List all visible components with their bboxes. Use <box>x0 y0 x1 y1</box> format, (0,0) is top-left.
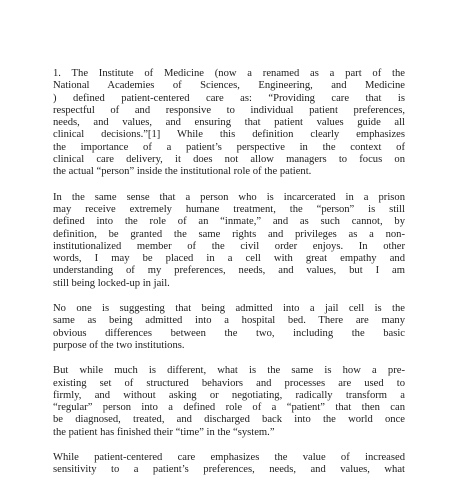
text-line: ) defined patient-centered care as: “Providing care that is <box>53 92 405 104</box>
text-line: existing set of structured behaviors and processes are used to <box>53 377 405 389</box>
text-line: respectful of and responsive to individual patient preferences, <box>53 104 405 116</box>
text-line: the actual “person” inside the institutional role of the patient. <box>53 166 312 178</box>
text-line: the patient has finished their “time” in the “system.” <box>53 426 275 438</box>
paragraph-1 <box>53 68 405 179</box>
text-line: still being locked-up in jail. <box>53 277 170 289</box>
text-line: purpose of the two institutions. <box>53 339 185 351</box>
paragraph-4 <box>53 365 405 439</box>
text-line: needs, and values, and ensuring that patient values guide all <box>53 117 405 129</box>
text-line: be diagnosed, treated, and discharged back into the world once <box>53 414 405 426</box>
text-line: may receive extremely humane treatment, the “person” is still <box>53 203 405 215</box>
text-line: same as being admitted into a hospital bed. There are many <box>53 315 405 327</box>
text-line: clinical care delivery, it does not allow managers to focus on <box>53 154 405 166</box>
text-line: words, I may be placed in a cell with great empathy and <box>53 253 405 265</box>
text-line: defined into the role of an “inmate,” and as such cannot, by <box>53 216 405 228</box>
text-line: “regular” person into a defined role of a “patient” that then can <box>53 402 405 414</box>
text-line: firmly, and without asking or negotiating, radically transform a <box>53 389 405 401</box>
paragraph-3 <box>53 303 405 352</box>
document-page <box>53 68 405 490</box>
text-line: In the same sense that a person who is incarcerated in a prison <box>53 191 405 203</box>
text-line: institutionalized member of the civil order enjoys. In other <box>53 240 405 252</box>
text-line: While patient-centered care emphasizes the value of increased <box>53 452 405 464</box>
text-line: clinical decisions.”[1] While this definition clearly emphasizes <box>53 129 405 141</box>
text-line: definition, be granted the same rights and privileges as a non- <box>53 228 405 240</box>
text-line: No one is suggesting that being admitted into a jail cell is the <box>53 303 405 315</box>
paragraph-2 <box>53 192 405 290</box>
text-line: obvious differences between the two, including the basic <box>53 327 405 339</box>
text-line: understanding of my preferences, needs, and values, but I am <box>53 265 405 277</box>
paragraph-5 <box>53 452 405 477</box>
text-line: the importance of a patient’s perspective in the context of <box>53 141 405 153</box>
text-line: sensitivity to a patient’s preferences, needs, and values, what <box>53 464 405 476</box>
text-line: National Academies of Sciences, Engineering, and Medicine <box>53 80 405 92</box>
text-line: 1. The Institute of Medicine (now a renamed as a part of the <box>53 68 405 79</box>
text-line: But while much is different, what is the same is how a pre- <box>53 365 405 377</box>
